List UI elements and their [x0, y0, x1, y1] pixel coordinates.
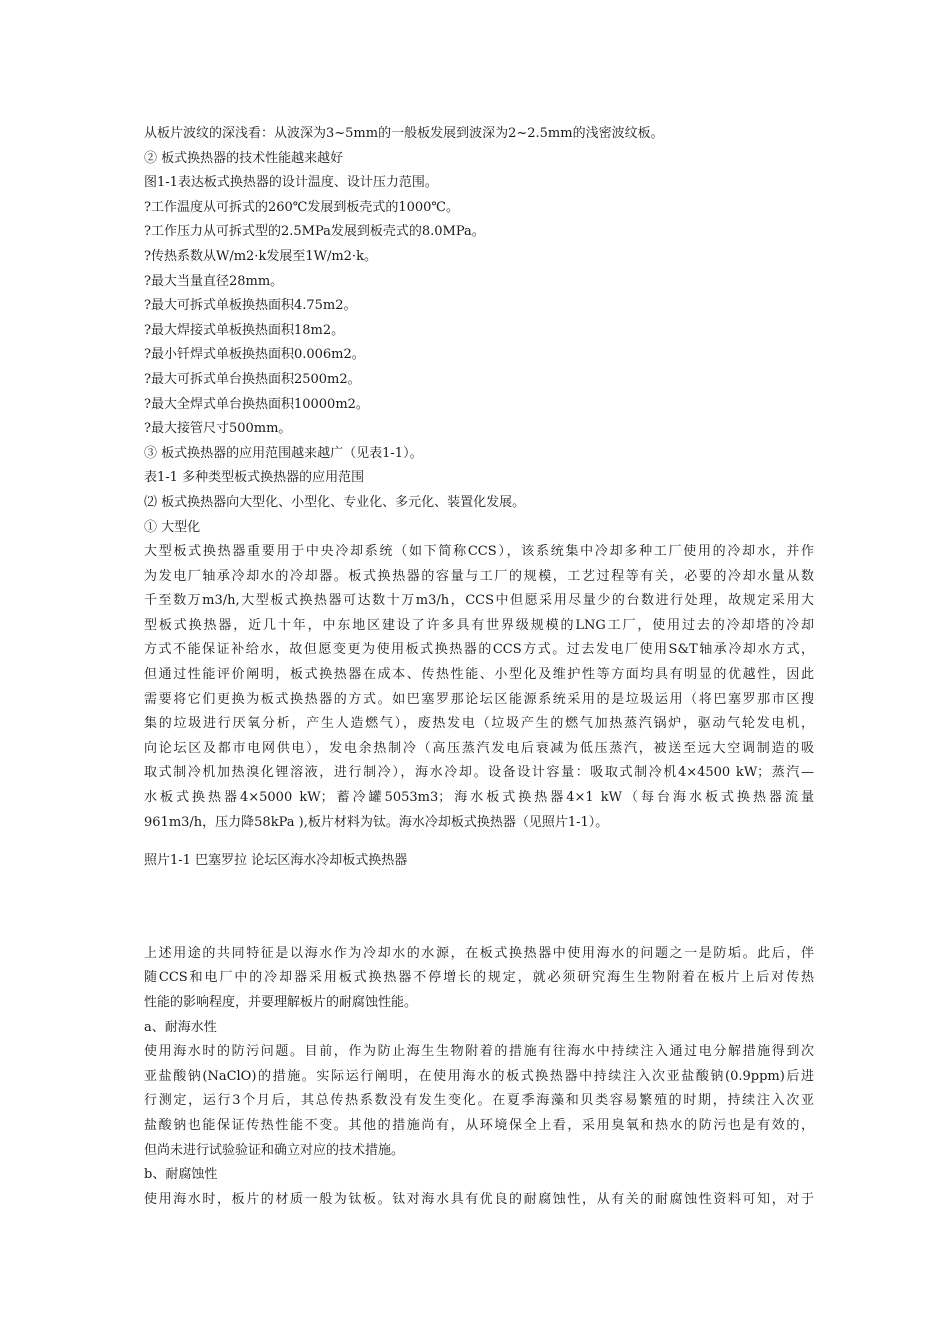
- list-item: ?工作压力从可拆式型的2.5MPa发展到板壳式的8.0MPa。: [144, 224, 485, 240]
- paragraph-line: 需要将它们更换为板式换热器的方式。如巴塞罗那论坛区能源系统采用的是垃圾运用（将巴塞罗那市区搜: [144, 691, 814, 707]
- list-item: ?最大可拆式单台换热面积2500m2。: [144, 371, 361, 387]
- paragraph-line: 向论坛区及都市电网供电），发电余热制冷（高压蒸汽发电后衰减为低压蒸汽，被送至远大空调制造的吸: [144, 740, 814, 756]
- paragraph-line: 行测定，运行3个月后，其总传热系数没有发生变化。在夏季海藻和贝类容易繁殖的时期，持续注入次亚: [144, 1093, 814, 1109]
- section-heading: ⑵ 板式换热器向大型化、小型化、专业化、多元化、装置化发展。: [144, 494, 526, 510]
- list-item: ?最大当量直径28mm。: [144, 273, 284, 289]
- paragraph-seawater-resistance: [144, 1040, 814, 1163]
- photo-caption: 照片1-1 巴塞罗拉 论坛区海水冷却板式换热器: [144, 853, 408, 869]
- text-line: 图1-1表达板式换热器的设计温度、设计压力范围。: [144, 175, 438, 191]
- paragraph-line: 随CCS和电厂中的冷却器采用板式换热器不停增长的规定，就必须研究海生生物附着在板片上后对传热: [144, 970, 814, 986]
- paragraph-common-features: [144, 942, 814, 1016]
- paragraph-line: 取式制冷机加热溴化锂溶液，进行制冷），海水冷却。设备设计容量：吸取式制冷机4×4500 kW；蒸汽—: [144, 765, 814, 781]
- list-item: ?最大接管尺寸500mm。: [144, 421, 292, 437]
- intro-lines: [144, 122, 814, 540]
- section-heading: ② 板式换热器的技术性能越来越好: [144, 150, 344, 166]
- paragraph-line: 上述用途的共同特征是以海水作为冷却水的水源，在板式换热器中使用海水的问题之一是防垢。此后，伴: [144, 945, 814, 961]
- paragraph-line: 盐酸钠也能保证传热性能不变。其他的措施尚有，从环境保全上看，采用臭氧和热水的防污也是有效的，: [144, 1117, 814, 1133]
- table-caption: 表1-1 多种类型板式换热器的应用范围: [144, 470, 365, 486]
- subsection-heading-b: b、耐腐蚀性: [144, 1167, 218, 1183]
- paragraph-line: 方式不能保证补给水，故但愿变更为使用板式换热器的CCS方式。过去发电厂使用S&T轴承冷却水方式，: [144, 642, 814, 658]
- list-item: ?工作温度从可拆式的260℃发展到板壳式的1000℃。: [144, 199, 459, 215]
- photo-placeholder: [144, 874, 814, 942]
- list-item: ?最大可拆式单板换热面积4.75m2。: [144, 298, 357, 314]
- paragraph-line: 使用海水时的防污问题。目前，作为防止海生生物附着的措施有往海水中持续注入通过电分解措施得到次: [144, 1044, 814, 1060]
- list-item: ?最小钎焊式单板换热面积0.006m2。: [144, 347, 365, 363]
- paragraph-line: 水板式换热器4×5000 kW；蓄冷罐5053m3；海水板式换热器4×1 kW（每台海水板式换热器流量: [144, 790, 814, 806]
- document-page: [144, 122, 814, 1212]
- paragraph-line: 大型板式换热器重要用于中央冷却系统（如下简称CCS），该系统集中冷却多种工厂使用的冷却水，并作: [144, 544, 814, 560]
- subsection-heading: ① 大型化: [144, 519, 201, 535]
- paragraph-line: 亚盐酸钠(NaClO)的措施。实际运行阐明，在使用海水的板式换热器中持续注入次亚盐酸钠(0.9ppm)后进: [144, 1068, 814, 1084]
- list-item: ?最大焊接式单板换热面积18m2。: [144, 322, 345, 338]
- paragraph-corrosion-resistance: [144, 1188, 814, 1213]
- paragraph-line: 集的垃圾进行厌氧分析，产生人造燃气），废热发电（垃圾产生的燃气加热蒸汽锅炉，驱动气轮发电机，: [144, 716, 814, 732]
- paragraph-line: 千至数万m3/h,大型板式换热器可达数十万m3/h，CCS中但愿采用尽量少的台数进行处理，故规定采用大: [144, 593, 814, 609]
- paragraph-line: 961m3/h，压力降58kPa ),板片材料为钛。海水冷却板式换热器（见照片1-1）。: [144, 814, 609, 830]
- paragraph-line: 性能的影响程度，并要理解板片的耐腐蚀性能。: [144, 995, 418, 1010]
- paragraph-line: 但通过性能评价阐明，板式换热器在成本、传热性能、小型化及维护性等方面均具有明显的优越性，因此: [144, 667, 814, 683]
- subsection-heading-a: a、耐海水性: [144, 1019, 217, 1035]
- paragraph-line: 为发电厂轴承冷却水的冷却器。板式换热器的容量与工厂的规模，工艺过程等有关，必要的冷却水量从数: [144, 568, 814, 584]
- paragraph-large-scale: [144, 540, 814, 835]
- paragraph-line: 使用海水时，板片的材质一般为钛板。钛对海水具有优良的耐腐蚀性，从有关的耐腐蚀性资料可知，对于: [144, 1191, 814, 1207]
- section-heading: ③ 板式换热器的应用范围越来越广（见表1-1）。: [144, 445, 423, 461]
- list-item: ?最大全焊式单台换热面积10000m2。: [144, 396, 369, 412]
- paragraph-line: 但尚未进行试验验证和确立对应的技术措施。: [144, 1142, 405, 1158]
- text-line: 从板片波纹的深浅看：从波深为3~5mm的一般板发展到波深为2~2.5mm的浅密波纹板。: [144, 126, 664, 141]
- paragraph-line: 型板式换热器，近几十年，中东地区建设了许多具有世界级规模的LNG工厂，使用过去的冷却塔的冷却: [144, 617, 814, 633]
- list-item: ?传热系数从W/m2·k发展至1W/m2·k。: [144, 248, 377, 264]
